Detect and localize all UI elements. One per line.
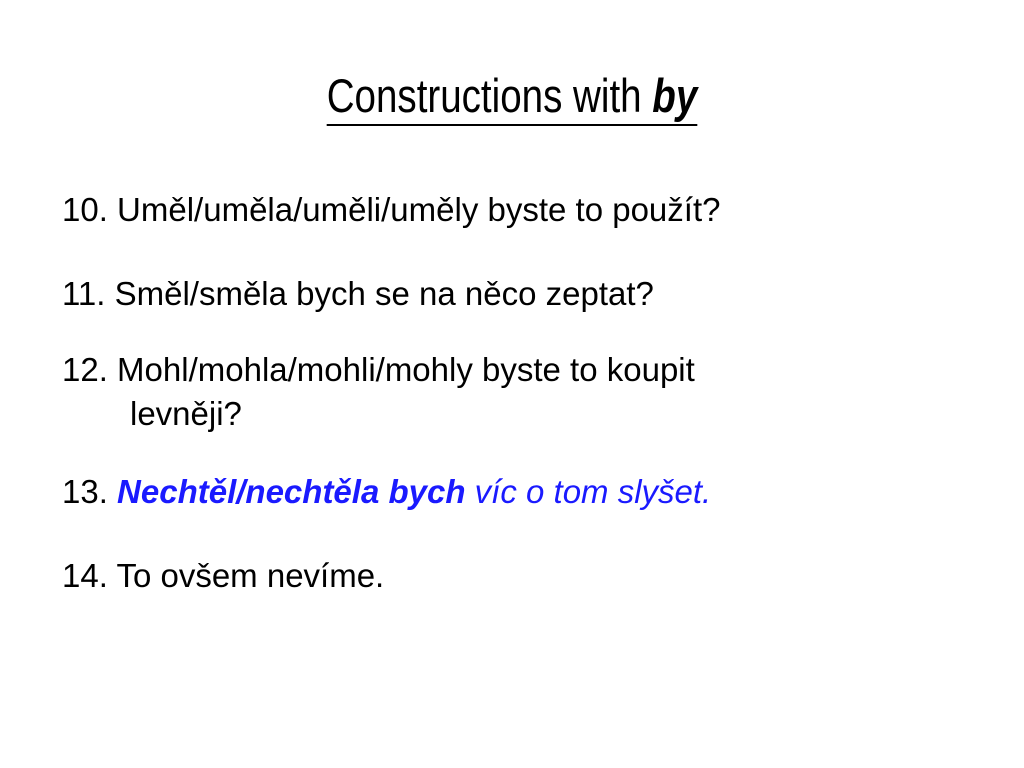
item-number: 14. <box>62 557 108 594</box>
item-number: 13. <box>62 473 108 510</box>
item-text: Mohl/mohla/mohli/mohly byste to koupit <box>117 351 695 388</box>
item-emphasis: Nechtěl/nechtěla bych <box>117 473 466 510</box>
item-number: 10. <box>62 191 108 228</box>
title-underlined <box>327 70 698 126</box>
item-continuation: levněji? <box>130 395 242 432</box>
item-italic-text: víc o tom slyšet. <box>465 473 712 510</box>
list-item-11 <box>62 272 962 316</box>
item-number: 11. <box>62 275 106 312</box>
title-emphasis: by <box>652 69 698 122</box>
title-text: Constructions with <box>326 69 653 122</box>
item-text: Uměl/uměla/uměli/uměly byste to použít? <box>117 191 721 228</box>
list-item-12 <box>62 348 962 436</box>
item-text: Směl/směla bych se na něco zeptat? <box>114 275 654 312</box>
slide-title <box>92 66 932 126</box>
list-item-14 <box>62 554 962 598</box>
item-text: To ovšem nevíme. <box>116 557 385 594</box>
item-number: 12. <box>62 351 108 388</box>
list-item-13 <box>62 470 962 514</box>
list-item-10 <box>62 188 962 232</box>
